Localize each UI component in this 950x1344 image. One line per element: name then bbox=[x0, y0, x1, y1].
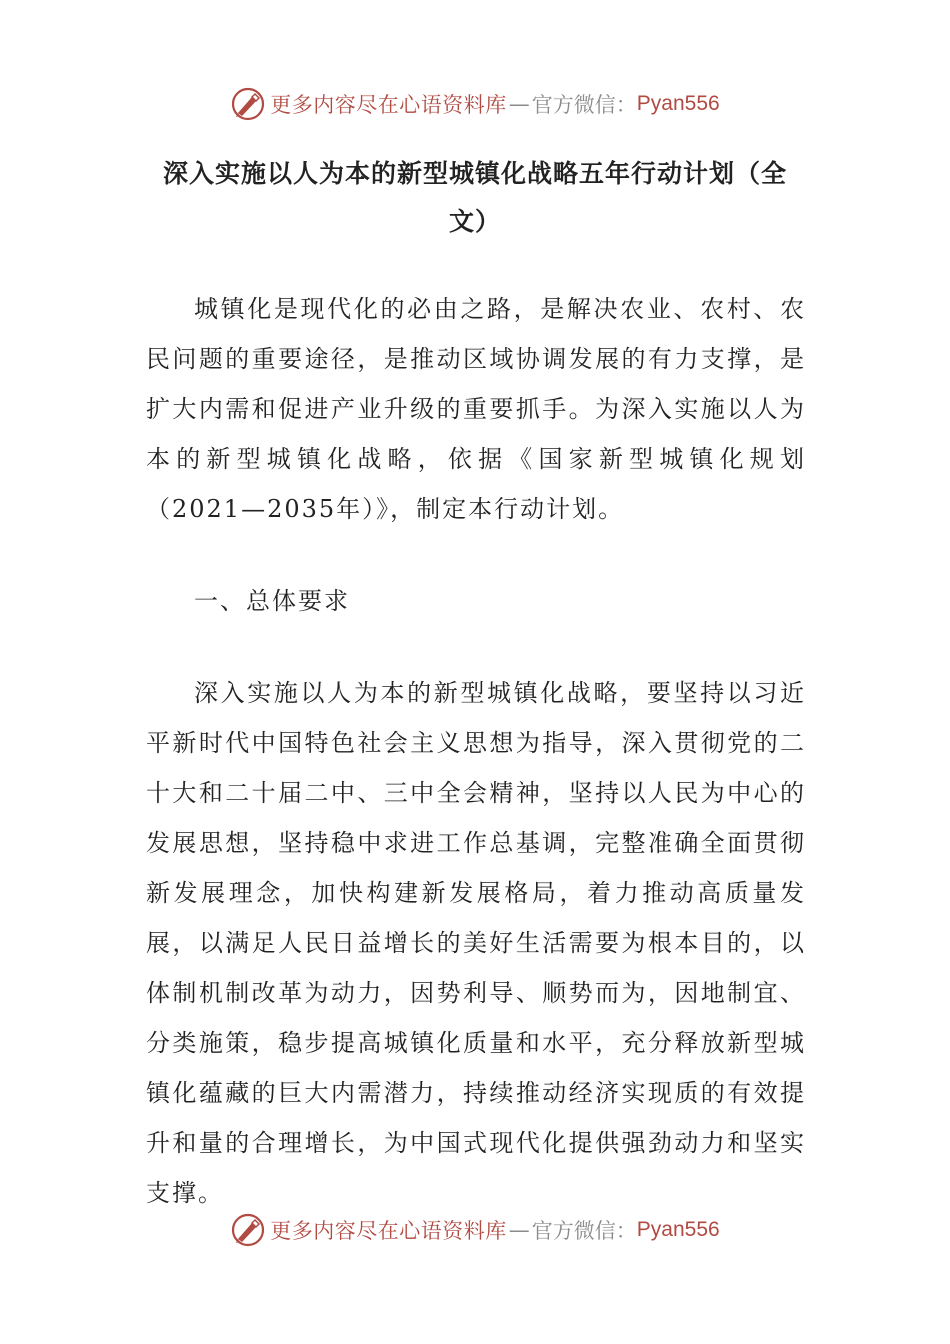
watermark-wechat-id: Pyan556 bbox=[636, 92, 720, 115]
section-body-paragraph: 深入实施以人为本的新型城镇化战略，要坚持以习近平新时代中国特色社会主义思想为指导，深入贯彻党的二十大和二十届二中、三中全会精神，坚持以人民为中心的发展思想，坚持稳中求进工作总基调，完整准确全面贯彻新发展理念，加快构建新发展格局，着力推动高质量发展，以满足人民日益增长的美好生活需要为根本目的，以体制机制改革为动力，因势利导、顺势而为，因地制宜、分类施策，稳步提高城镇化质量和水平，充分释放新型城镇化蕴藏的巨大内需潜力，持续推动经济实现质的有效提升和量的合理增长，为中国式现代化提供强劲动力和坚实支撑。 bbox=[146, 679, 806, 1207]
watermark-wechat-id: Pyan556 bbox=[636, 1218, 720, 1241]
pen-logo-icon bbox=[230, 1212, 266, 1248]
watermark-separator: — bbox=[508, 1218, 530, 1242]
watermark-brand-text: 更多内容尽在心语资料库 bbox=[270, 93, 507, 117]
section-heading: 一、总体要求 bbox=[194, 587, 350, 615]
intro-paragraph: 城镇化是现代化的必由之路，是解决农业、农村、农民问题的重要途径，是推动区域协调发展的有力支撑，是扩大内需和促进产业升级的重要抓手。为深入实施以人为本的新型城镇化战略，依据《国家新型城镇化规划（2021—2035年）》，制定本行动计划。 bbox=[146, 295, 806, 523]
watermark-brand-text: 更多内容尽在心语资料库 bbox=[270, 1219, 507, 1243]
document-title: 深入实施以人为本的新型城镇化战略五年行动计划（全文） bbox=[162, 159, 787, 236]
watermark-wechat-label: 官方微信： bbox=[531, 93, 637, 117]
watermark-banner-top bbox=[0, 84, 950, 124]
watermark-banner-bottom bbox=[0, 1210, 950, 1250]
document-body bbox=[146, 284, 806, 1218]
pen-logo-icon bbox=[230, 86, 266, 122]
watermark-separator: — bbox=[508, 92, 530, 116]
watermark-wechat-label: 官方微信： bbox=[531, 1219, 637, 1243]
